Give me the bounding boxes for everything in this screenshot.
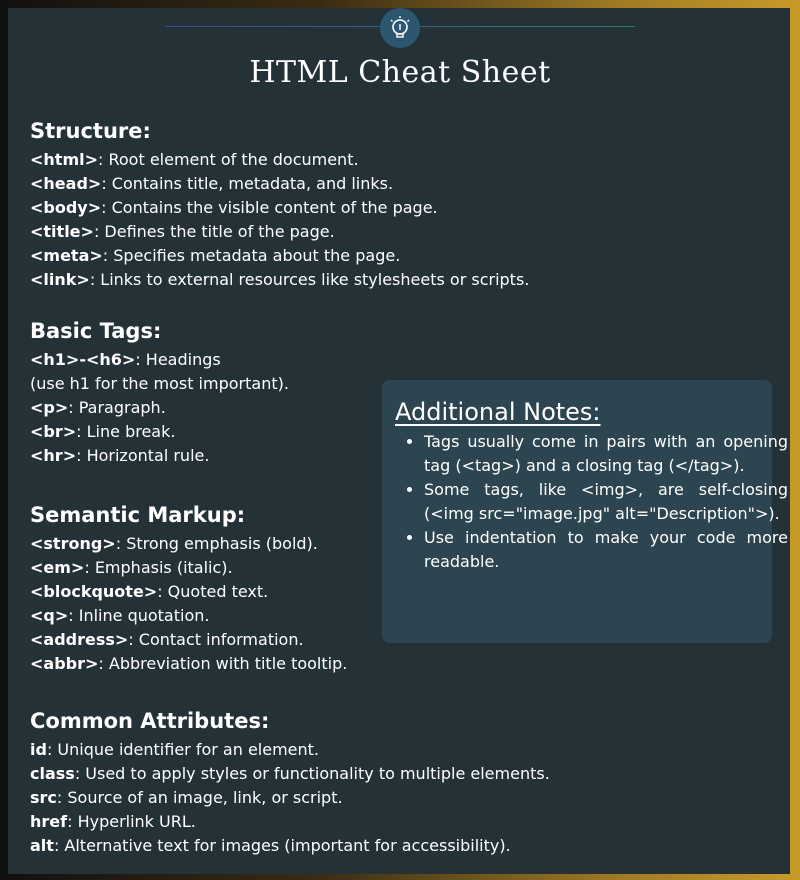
structure-item-tag: <link>	[30, 270, 90, 289]
semantic-item	[30, 532, 347, 556]
structure-item-tag: <title>	[30, 222, 94, 241]
structure-item-desc: : Contains the visible content of the page.	[101, 198, 438, 217]
structure-item-desc: : Contains title, metadata, and links.	[101, 174, 394, 193]
basic-item-tag: <h1>-<h6>	[30, 350, 136, 369]
note-item: • Some tags, like <img>, are self-closing (<img src="image.jpg" alt="Description">).	[424, 478, 788, 526]
structure-item-desc: : Specifies metadata about the page.	[102, 246, 401, 265]
semantic-item	[30, 628, 347, 652]
semantic-item-desc: : Abbreviation with title tooltip.	[98, 654, 348, 673]
basic-item-desc: (use h1 for the most important).	[30, 374, 289, 393]
basic-item-tag: <p>	[30, 398, 69, 417]
attributes-item	[30, 762, 550, 786]
semantic-item-desc: : Quoted text.	[157, 582, 269, 601]
basic-item	[30, 396, 289, 420]
structure-item	[30, 172, 529, 196]
structure-item	[30, 268, 529, 292]
semantic-item-desc: : Inline quotation.	[68, 606, 210, 625]
semantic-item-tag: <strong>	[30, 534, 116, 553]
basic-tags-heading: Basic Tags:	[30, 319, 162, 343]
attributes-item-tag: id	[30, 740, 47, 759]
attributes-list	[30, 738, 550, 858]
semantic-item-desc: : Contact information.	[128, 630, 304, 649]
attributes-item-desc: : Hyperlink URL.	[67, 812, 196, 831]
structure-item	[30, 220, 529, 244]
semantic-item-desc: : Strong emphasis (bold).	[115, 534, 318, 553]
basic-item-tag: <hr>	[30, 446, 77, 465]
basic-item	[30, 348, 289, 372]
semantic-item-tag: <abbr>	[30, 654, 99, 673]
structure-heading: Structure:	[30, 119, 151, 143]
structure-item-desc: : Links to external resources like stylesheets or scripts.	[89, 270, 530, 289]
note-item: • Use indentation to make your code more readable.	[424, 526, 788, 574]
attributes-item-desc: : Unique identifier for an element.	[46, 740, 320, 759]
basic-item-desc: : Paragraph.	[68, 398, 166, 417]
structure-item-tag: <meta>	[30, 246, 103, 265]
structure-list	[30, 148, 529, 292]
basic-item	[30, 420, 289, 444]
basic-item-desc: : Line break.	[76, 422, 176, 441]
basic-tags-list	[30, 348, 289, 468]
attributes-item	[30, 786, 550, 810]
basic-item-tag: <br>	[30, 422, 77, 441]
attributes-section	[30, 708, 550, 858]
additional-notes-panel	[382, 380, 788, 643]
semantic-item	[30, 652, 347, 676]
semantic-item-tag: <blockquote>	[30, 582, 158, 601]
basic-item	[30, 444, 289, 468]
attributes-item-tag: class	[30, 764, 75, 783]
semantic-heading: Semantic Markup:	[30, 503, 246, 527]
page-title: HTML Cheat Sheet	[249, 55, 551, 90]
attributes-item-desc: : Alternative text for images (important for accessibility).	[53, 836, 511, 855]
structure-item	[30, 244, 529, 268]
attributes-item	[30, 834, 550, 858]
attributes-item-tag: alt	[30, 836, 54, 855]
structure-section	[30, 118, 529, 292]
semantic-item	[30, 556, 347, 580]
semantic-section	[30, 502, 347, 676]
attributes-item	[30, 810, 550, 834]
semantic-item-desc: : Emphasis (italic).	[84, 558, 233, 577]
attributes-item-desc: : Used to apply styles or functionality to multiple elements.	[74, 764, 550, 783]
structure-item	[30, 148, 529, 172]
semantic-item-tag: <address>	[30, 630, 129, 649]
semantic-item-tag: <em>	[30, 558, 85, 577]
semantic-item	[30, 580, 347, 604]
attributes-item	[30, 738, 550, 762]
basic-item-desc: : Headings	[135, 350, 221, 369]
attributes-item-tag: href	[30, 812, 68, 831]
structure-item-tag: <html>	[30, 150, 99, 169]
attributes-item-desc: : Source of an image, link, or script.	[56, 788, 343, 807]
semantic-list	[30, 532, 347, 676]
structure-item	[30, 196, 529, 220]
structure-item-tag: <body>	[30, 198, 102, 217]
semantic-item	[30, 604, 347, 628]
note-item: • Tags usually come in pairs with an opening tag (<tag>) and a closing tag (</tag>).	[424, 430, 788, 478]
attributes-heading: Common Attributes:	[30, 709, 270, 733]
semantic-item-tag: <q>	[30, 606, 69, 625]
lightbulb-icon	[387, 15, 413, 41]
logo-badge	[380, 8, 420, 48]
notes-list	[396, 430, 788, 574]
structure-item-tag: <head>	[30, 174, 102, 193]
basic-item-desc: : Horizontal rule.	[76, 446, 210, 465]
basic-tags-section	[30, 318, 289, 468]
notes-heading: Additional Notes:	[395, 398, 601, 426]
attributes-item-tag: src	[30, 788, 57, 807]
basic-item	[30, 372, 289, 396]
structure-item-desc: : Defines the title of the page.	[93, 222, 335, 241]
structure-item-desc: : Root element of the document.	[98, 150, 359, 169]
